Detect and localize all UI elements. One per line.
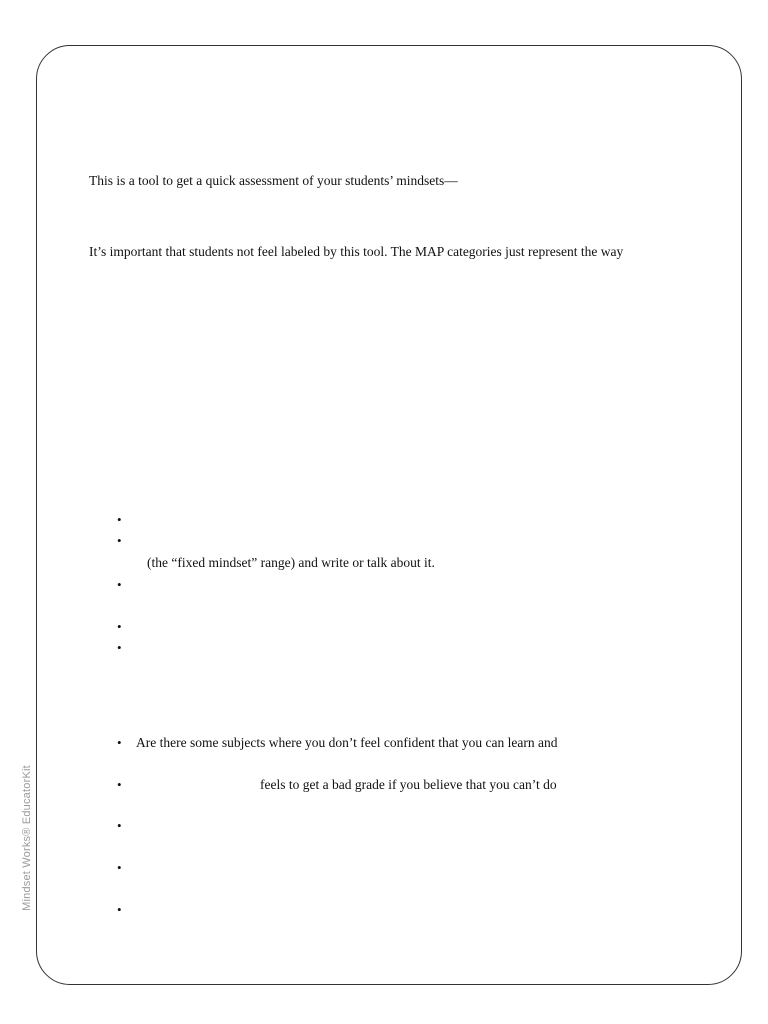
- bullet-marker: •: [117, 818, 122, 833]
- bullet-marker: •: [117, 619, 122, 634]
- bullet-marker: •: [117, 533, 122, 548]
- bullet-marker: •: [117, 777, 122, 792]
- intro-paragraph-2: It’s important that students not feel labeled by this tool. The MAP categories just represent the way: [89, 244, 624, 259]
- intro-paragraph-1: This is a tool to get a quick assessment of your students’ mindsets—: [89, 173, 458, 188]
- bullet-marker: •: [117, 512, 122, 527]
- bullet-marker: •: [117, 902, 122, 917]
- bullet-marker: •: [117, 860, 122, 875]
- bullet-marker: •: [117, 735, 122, 750]
- bullet-marker: •: [117, 640, 122, 655]
- bullet-marker: •: [117, 577, 122, 592]
- question-item-2: feels to get a bad grade if you believe that you can’t do: [260, 777, 557, 792]
- activity-item-2-continuation: (the “fixed mindset” range) and write or talk about it.: [147, 555, 435, 570]
- publisher-label: Mindset Works® EducatorKit: [21, 765, 33, 911]
- question-item-1: Are there some subjects where you don’t feel confident that you can learn and: [136, 735, 558, 750]
